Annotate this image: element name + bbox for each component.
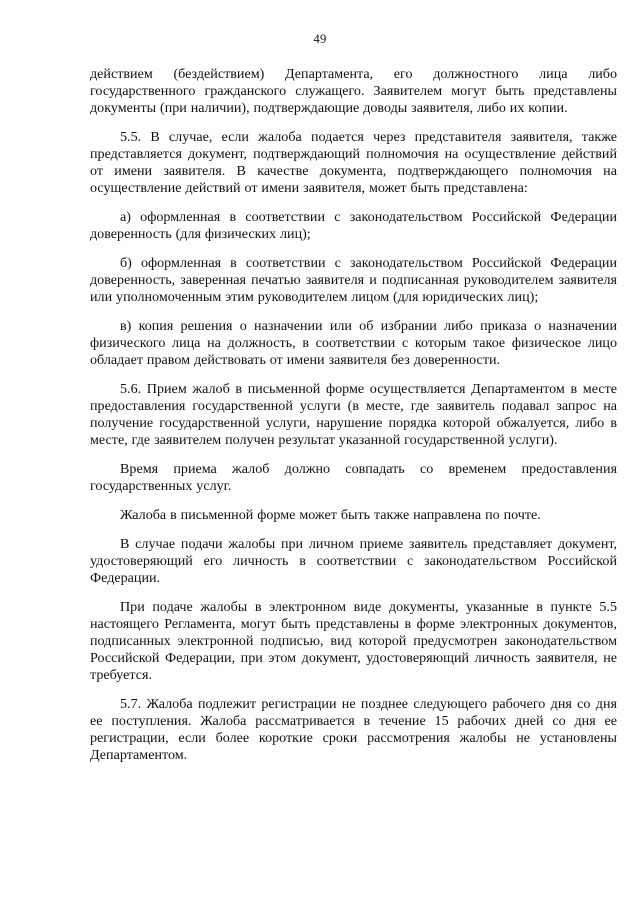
- paragraph-item-b: б) оформленная в соответствии с законодательством Российской Федерации доверенность, заверенная печатью заявителя и подписанная руководителем заявителя или уполномоченным этим руководителем лицом (для юридических лиц);: [90, 255, 617, 305]
- paragraph-reception-time: Время приема жалоб должно совпадать со временем предоставления государственных услуг.: [90, 461, 617, 494]
- paragraph-item-c: в) копия решения о назначении или об избрании либо приказа о назначении физического лица на должность, в соответствии с которым такое физическое лицо обладает правом действовать от имени заявителя без доверенности.: [90, 318, 617, 368]
- paragraph-postal: Жалоба в письменной форме может быть также направлена по почте.: [120, 507, 541, 523]
- paragraph-electronic: При подаче жалобы в электронном виде документы, указанные в пункте 5.5 настоящего Регламента, могут быть представлены в форме электронных документов, подписанных электронной подписью, вид которой предусмотрен законодательством Российской Федерации, при этом документ, удостоверяющий личность заявителя, не требуется.: [90, 599, 617, 683]
- paragraph-personal-reception: В случае подачи жалобы при личном приеме заявитель представляет документ, удостоверяющий его личность в соответствии с законодательством Российской Федерации.: [90, 536, 617, 586]
- paragraph-item-a: а) оформленная в соответствии с законодательством Российской Федерации доверенность (для физических лиц);: [90, 209, 617, 242]
- paragraph-5-7: 5.7. Жалоба подлежит регистрации не позднее следующего рабочего дня со дня ее поступления. Жалоба рассматривается в течение 15 рабочих дней со дня ее регистрации, если более короткие сроки рассмотрения жалобы не установлены Департаментом.: [90, 696, 617, 763]
- paragraph-continuation: действием (бездействием) Департамента, его должностного лица либо государственного гражданского служащего. Заявителем могут быть представлены документы (при наличии), подтверждающие доводы заявителя, либо их копии.: [90, 66, 617, 116]
- paragraph-5-5: 5.5. В случае, если жалоба подается через представителя заявителя, также представляется документ, подтверждающий полномочия на осуществление действий от имени заявителя. В качестве документа, подтверждающего полномочия на осуществление действий от имени заявителя, может быть представлена:: [90, 129, 617, 196]
- page-number: 49: [313, 32, 327, 46]
- document-body: [90, 66, 617, 764]
- paragraph-5-6: 5.6. Прием жалоб в письменной форме осуществляется Департаментом в месте предоставления государственной услуги (в месте, где заявитель подавал запрос на получение государственной услуги, нарушение порядка которой обжалуется, либо в месте, где заявителем получен результат указанной государственной услуги).: [90, 381, 617, 448]
